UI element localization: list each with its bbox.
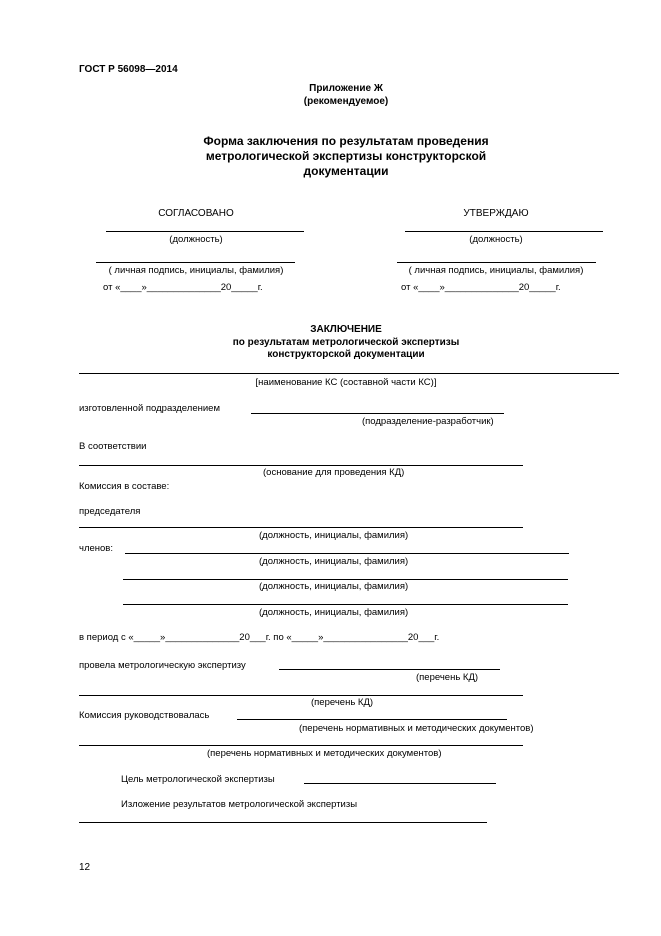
conclusion-subtitle-1: по результатам метрологической экспертизы (232, 337, 460, 348)
agreed-signature-caption: ( личная подпись, инициалы, фамилия) (108, 265, 284, 276)
guided-label: Комиссия руководствовалась (79, 710, 210, 721)
chairman-label: председателя (79, 506, 141, 517)
form-title-line-2: метрологической экспертизы конструкторской (205, 149, 487, 163)
made-by-label: изготовленной подразделением (79, 403, 220, 414)
commission-label: Комиссия в составе: (79, 481, 170, 492)
results-label: Изложение результатов метрологической экспертизы (121, 799, 358, 810)
accordance-label: В соответствии (79, 441, 147, 452)
docs-line[interactable] (79, 745, 523, 746)
made-by-caption: (подразделение-разработчик) (362, 416, 494, 427)
agreed-signature-line[interactable] (96, 262, 295, 263)
approve-signature-line[interactable] (397, 262, 596, 263)
kd-list-caption: (перечень КД) (311, 697, 374, 708)
approve-date-line[interactable]: от «____»______________20_____г. (401, 282, 561, 293)
expertise-line[interactable] (279, 669, 500, 670)
basis-line[interactable] (79, 465, 523, 466)
member-caption-2: (должность, инициалы, фамилия) (259, 581, 409, 592)
standard-number: ГОСТ Р 56098—2014 (79, 64, 178, 75)
form-title-line-3: документации (303, 164, 389, 178)
agreed-position-line[interactable] (106, 231, 304, 232)
goal-line[interactable] (304, 783, 496, 784)
kd-list-line[interactable] (79, 695, 523, 696)
member-line-3[interactable] (123, 604, 568, 605)
results-line[interactable] (79, 822, 487, 823)
expertise-label: провела метрологическую экспертизу (79, 660, 246, 671)
appendix-title: Приложение Ж (309, 83, 383, 94)
conclusion-subtitle-2: конструкторской документации (267, 349, 425, 360)
chairman-line[interactable] (79, 527, 523, 528)
approve-signature-caption: ( личная подпись, инициалы, фамилия) (408, 265, 584, 276)
goal-label: Цель метрологической экспертизы (121, 774, 275, 785)
made-by-line[interactable] (251, 413, 504, 414)
ks-name-line[interactable] (79, 373, 619, 374)
page-number: 12 (79, 862, 91, 873)
form-title (146, 134, 546, 179)
agreed-position-caption: (должность) (169, 234, 223, 245)
docs-caption: (перечень нормативных и методических документов) (207, 748, 442, 759)
agreed-date-line[interactable]: от «____»______________20_____г. (103, 282, 263, 293)
agreed-heading: СОГЛАСОВАНО (158, 208, 234, 219)
member-caption-3: (должность, инициалы, фамилия) (259, 607, 409, 618)
conclusion-title: ЗАКЛЮЧЕНИЕ (310, 324, 382, 335)
member-line-2[interactable] (123, 579, 568, 580)
appendix-subtitle: (рекомендуемое) (303, 96, 389, 107)
approve-position-caption: (должность) (469, 234, 523, 245)
approve-position-line[interactable] (405, 231, 603, 232)
guided-line[interactable] (237, 719, 507, 720)
approve-heading: УТВЕРЖДАЮ (463, 208, 529, 219)
member-line-1[interactable] (125, 553, 569, 554)
members-label: членов: (79, 543, 113, 554)
basis-caption: (основание для проведения КД) (263, 467, 405, 478)
period-line[interactable]: в период с «_____»______________20___г. по «_____»________________20___г. (79, 632, 440, 643)
form-title-line-1: Форма заключения по результатам проведения (203, 134, 489, 148)
ks-name-caption: [наименование КС (составной части КС)] (255, 377, 437, 388)
guided-caption: (перечень нормативных и методических документов) (299, 723, 534, 734)
member-caption-1: (должность, инициалы, фамилия) (259, 556, 409, 567)
expertise-caption: (перечень КД) (416, 672, 479, 683)
chairman-caption: (должность, инициалы, фамилия) (259, 530, 409, 541)
